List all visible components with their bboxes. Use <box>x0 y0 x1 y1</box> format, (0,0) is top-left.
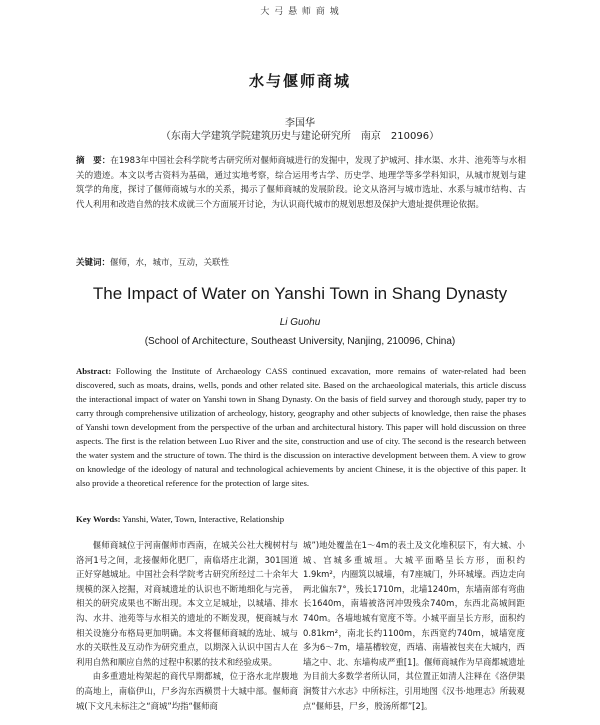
english-abstract <box>76 364 526 490</box>
body-right-column <box>303 538 525 713</box>
body-paragraph: 由多重遗址构架起的商代早期都城，位于洛水北岸腹地的高地上，南临伊山，尸乡沟东西横贯十大城中部。偃师商城(下文凡未标注之“商城”均指“偃师商 <box>76 671 298 711</box>
running-head: 大 弓 悬 师 商 城 <box>260 7 340 17</box>
english-abstract-text: Following the Institute of Archaeology CASS continued excavation, more remains of water-related had been discovered, such as moats, drains, wells, ponds and other related site. Based on the archaeological materials, this article discuss the interactional impact of water on Yanshi town in Shang Dynasty. On the basis of field survey and thorough study, paper try to carry through comprehensive utilization of archeology, history, geography and other subjects of knowledge, then raise the phases of Yanshi town development from the perspective of the urban and architectural history. This paper will hold discussion on three aspects. The first is the relation between Luo River and the site, construction and use of city. The second is the research between the water system and the structure of town. The third is the discussion on interactive development between them. A view to grow on knowledge of the ideology of natural and technological achievements by ancient Chinese, it is the objective of this paper. It also provide a theoretical reference for the protection of large sites. <box>76 366 526 488</box>
english-keywords <box>76 514 526 524</box>
english-author: Li Guohu <box>279 317 321 328</box>
english-abstract-label: Abstract: <box>76 366 112 376</box>
chinese-affiliation: （东南大学建筑学院建筑历史与建论研究所 南京 210096） <box>160 131 440 142</box>
english-title: The Impact of Water on Yanshi Town in Shang Dynasty <box>92 284 508 303</box>
chinese-abstract-text: 在1983年中国社会科学院考古研究所对偃师商城进行的发掘中，发现了护城河、排水渠、水井、池苑等与水相关的遗迹。本文以考古资料为基础，通过实地考察，综合运用考古学、历史学、地理学等多学科知识，从城市规划与建筑学的角度，探讨了偃师商城与水的关系，揭示了偃师商城的发展阶段。论文从洛河与城市选址、水系与城市结构、古代人利用和改造自然的技术成就三个方面展开讨论，为认识商代城市的规划思想及保护大遗址提供理论依据。 <box>76 156 526 210</box>
chinese-abstract-label: 摘 要： <box>76 156 111 166</box>
chinese-keywords-text: 偃师，水，城市，互动，关联性 <box>110 258 230 268</box>
body-paragraph: 城”)地处覆盖在1～4m的表土及文化堆积层下，有大城、小城、宫城多重城垣。大城平面略呈长方形，面积约1.9km²，内圈筑以城墙，有7座城门，外环城壕。西边走向两北偏东7°，残长1710m，北墙1240m，东墙南部有弯曲长1640m，南墙被洛河冲毁残余740m，东西北高城间距740m。各墙地城有宽度不等。小城平面呈长方形，面积约0.81km²，南北长约1100m，东西宽约740m，城墙宽度多为6～7m，墙基槽较宽，西墙、南墙被包夹在大城内，西墙之中、北、东墙构成严重[1]。偃师商城作为早商都城遗址为目前大多数学者所认同，其位置正如清人注释在《洛伊渠涧赘甘六水志》中所标注，引用地图《汉书·地理志》所载观点“偃师县，尸乡，殷汤所都”[2]。 <box>303 540 525 711</box>
chinese-keywords <box>76 256 526 268</box>
english-keywords-label: Key Words: <box>76 514 121 524</box>
body-left-column <box>76 538 298 713</box>
chinese-author: 李国华 <box>285 118 315 129</box>
chinese-title: 水与偃师商城 <box>248 72 351 90</box>
chinese-abstract <box>76 154 526 212</box>
english-affiliation: (School of Architecture, Southeast University, Nanjing, 210096, China) <box>144 336 456 347</box>
chinese-keywords-label: 关键词： <box>76 258 111 268</box>
body-paragraph: 偃师商城位于河南偃师市西南，在城关公社大槐树村与洛河1号之间，北接偃师化肥厂，南临塔庄北湖，301国道正好穿越城址。中国社会科学院考古研究所经过二十余年大规模的深入挖掘，对商城遗址的认识也不断地细化与完善，相关的研究成果也不断出现。本文立足城址，以城墙、排水沟、水井、池苑等与水相关的遗址的不断发现，便商城与水相关设施分布格局更加明确。本文将偃师商城的选址、城与水的关联性及互动作为研究重点，以期深入认识中国古人在利用自然和顺应自然的过程中积累的技术和经验成果。 <box>76 540 298 667</box>
english-keywords-text: Yanshi, Water, Town, Interactive, Relationship <box>122 514 285 524</box>
